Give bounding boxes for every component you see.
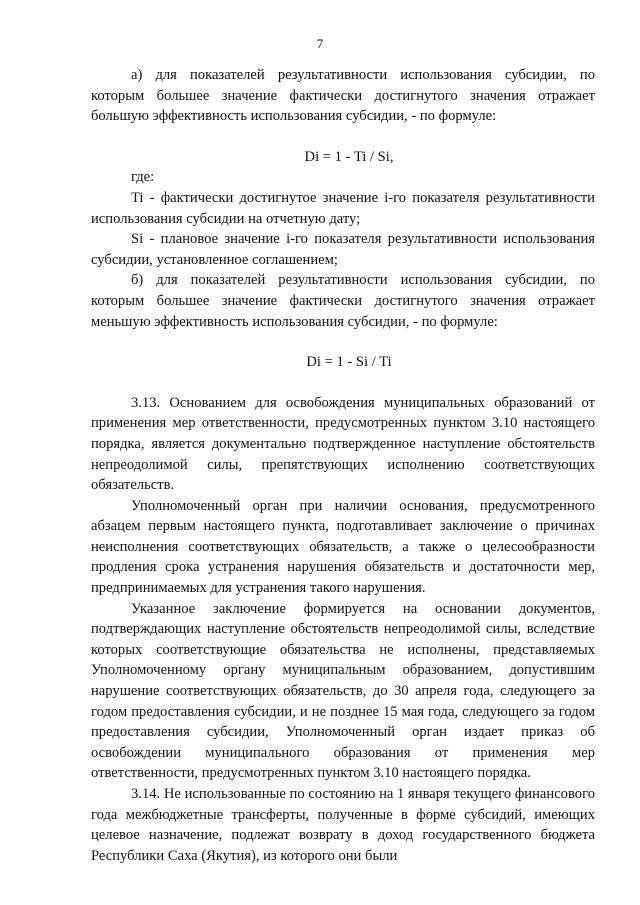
page-number: 7 [316,36,324,51]
formula-1: Di = 1 - Ti / Si, [304,148,394,165]
document-body [91,65,595,866]
paragraph-si-definition: Si - плановое значение i-го показателя результативности использования субсидии, установленное соглашением; [91,231,595,268]
paragraph-b: б) для показателей результативности использования субсидии, по которым большее значение фактически достигнутого значения отражает меньшую эффективность использования субсидии, - по формуле: [91,272,595,330]
paragraph-3-13: 3.13. Основанием для освобождения муниципальных образований от применения мер ответственности, предусмотренных пунктом 3.10 настоящего порядка, является документально подтвержденное наступление обстоятельств непреодолимой силы, препятствующих исполнению соответствующих обязательств. [91,394,595,494]
paragraph-where: где: [131,169,155,186]
paragraph-authorized-body: Уполномоченный орган при наличии основания, предусмотренного абзацем первым настоящего пункта, подготавливает заключение о причинах неисполнения соответствующих обязательств, а также о целесообразности продления срока устранения нарушения обязательств и достаточности мер, предпринимаемых для устранения такого нарушения. [91,497,595,597]
paragraph-a: а) для показателей результативности использования субсидии, по которым большее значение фактически достигнутого значения отражает большую эффективность использования субсидии, - по формуле: [91,67,595,125]
paragraph-ti-definition: Ti - фактически достигнутое значение i-го показателя результативности использования субсидии на отчетную дату; [91,189,595,227]
formula-2: Di = 1 - Si / Ti [306,354,392,371]
paragraph-3-14: 3.14. Не использованные по состоянию на 1 января текущего финансового года межбюджетные трансферты, полученные в форме субсидий, имеющих целевое назначение, подлежат возврату в доход государственного бюджета Республики Саха (Якутия), из которого они были [91,786,595,864]
paragraph-conclusion: Указанное заключение формируется на основании документов, подтверждающих наступление обстоятельств непреодолимой силы, вследствие которых соответствующие обязательства не исполнены, представляемых Уполномоченному органу муниципальным образованием, допустившим нарушение соответствующих обязательств, до 30 апреля года, следующего за годом предоставления субсидии, и не позднее 15 мая года, следующего за годом предоставления субсидии, Уполномоченный орган издает приказ об освобождении муниципального образования от применения мер ответственности, предусмотренных пунктом 3.10 настоящего порядка. [91,600,595,782]
